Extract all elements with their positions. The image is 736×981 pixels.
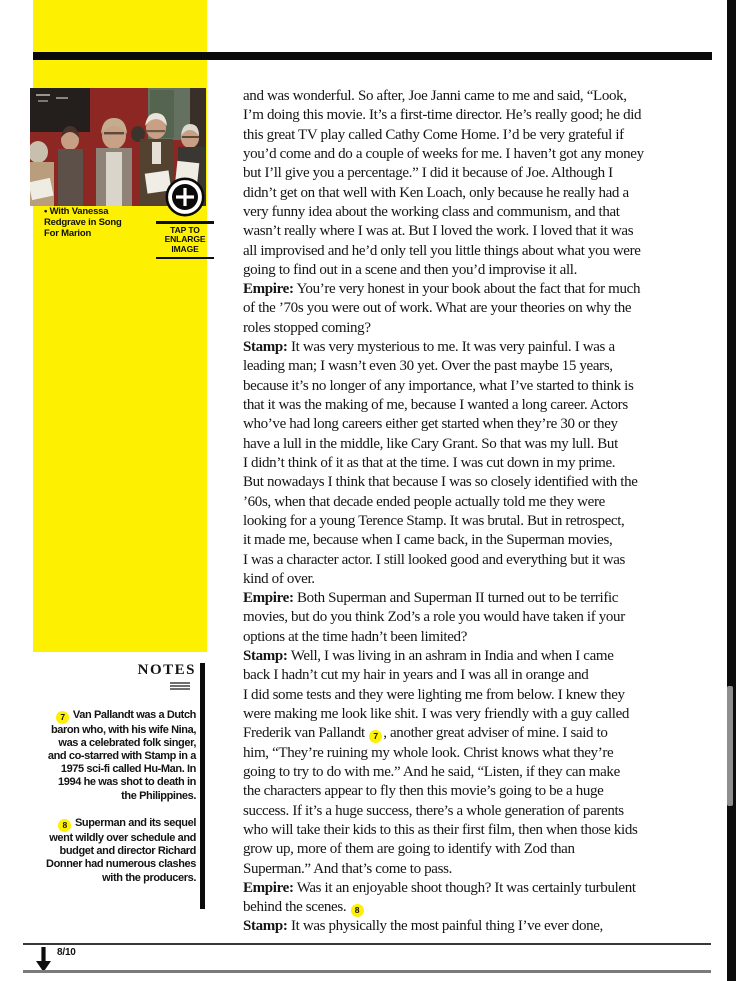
tap-to-enlarge-line: IMAGE <box>171 244 199 255</box>
note-ref-7: 7 <box>56 711 69 724</box>
notes-vertical-rule <box>200 663 205 909</box>
article-line: going to find out in a scene and then you’d improvise it all. <box>243 261 577 278</box>
article-line: kind of over. <box>243 570 315 587</box>
note-ref-7[interactable]: 7 <box>369 730 382 743</box>
article-line: Superman.” And that’s come to pass. <box>243 860 452 877</box>
article-line: who will take their kids to this as their first film, then when those kids <box>243 821 638 838</box>
article-line: were making me look like shit. I was very friendly with a guy called <box>243 706 630 722</box>
notes-title: NOTES <box>137 662 196 678</box>
article-line: Stamp: Well, I was living in an ashram in India and when I came <box>243 648 614 665</box>
article-line: have a lull in the middle, like Cary Grant. So that was my lull. But <box>243 435 618 452</box>
article-line: very funny idea about the working class and communism, and that <box>243 203 620 220</box>
article-line: leading man; I wasn’t even 30 yet. Over the past maybe 15 years, <box>243 358 613 375</box>
article-line: going to try to do with me.” And he said, “Listen, if they can make <box>243 763 620 780</box>
article-line: Stamp: It was very mysterious to me. It was very painful. I was a <box>243 339 615 356</box>
article-line: this great TV play called Cathy Come Home. I’d be very grateful if <box>243 126 624 143</box>
tap-to-enlarge-label[interactable] <box>156 221 214 259</box>
speaker-label: Empire: <box>243 879 294 896</box>
article-line: back I hadn’t cut my hair in years and I was all in orange and <box>243 667 589 684</box>
article-line: options at the time hadn’t been limited? <box>243 628 468 645</box>
speaker-label: Stamp: <box>243 648 288 665</box>
article-line: Empire: Both Superman and Superman II turned out to be terrific <box>243 590 619 607</box>
photo-caption <box>44 207 156 239</box>
article-line: I didn’t think of it as that at the time. I was cut down in my prime. <box>243 454 616 471</box>
note-ref-8[interactable]: 8 <box>351 904 364 917</box>
article-line: but I’ll give you a percentage.” I did it because of Joe. Although I <box>243 165 613 182</box>
article-line: ’60s, when that decade ended people actually told me they were <box>243 493 605 510</box>
plus-circle-icon <box>165 177 205 217</box>
article-line: looking for a young Terence Stamp. It was brutal. But in retrospect, <box>243 512 625 529</box>
article-line: I was a character actor. I still looked good and everything but it was <box>243 551 626 568</box>
article-line: behind the scenes. 8 <box>243 898 713 917</box>
article-line: Empire: Was it an enjoyable shoot though? It was certainly turbulent <box>243 879 636 896</box>
page-indicator: 8/10 <box>57 947 76 958</box>
photo-caption-line: Redgrave in Song <box>44 216 122 228</box>
article-line: I’m doing this movie. It’s a first-time director. He’s really good; he did <box>243 107 642 124</box>
top-divider-bar <box>33 52 712 60</box>
double-rule-icon <box>170 682 190 692</box>
article-line: didn’t get on that well with Ken Loach, only because he really had a <box>243 184 629 201</box>
tap-to-enlarge-line: ENLARGE <box>164 234 206 245</box>
article-text <box>243 87 713 937</box>
photo-caption-line: For Marion <box>44 227 92 239</box>
article-line: But nowadays I think that because I was so closely identified with the <box>243 474 638 491</box>
article-line: the characters appear to fly then this movie’s going to be a huge <box>243 783 604 800</box>
footer-top-rule <box>23 943 711 945</box>
article-line: you’d come and do a couple of weeks for me. I haven’t got any money <box>243 145 644 162</box>
article-line: him, “They’re ruining my whole look. Christ knows what they’re <box>243 744 614 761</box>
note-item: 7 Van Pallandt was a Dutch baron who, with his wife Nina, was a celebrated folk singer, and co-starred with Stamp in a 1975 sci-fi called Hu-Man. In 1994 he was shot to death in the Philippines. <box>47 708 196 802</box>
divider <box>156 257 214 259</box>
scroll-down-arrow-icon[interactable] <box>36 947 51 972</box>
article-line: Frederik van Pallandt 7 , another great adviser of mine. I said to <box>243 724 713 743</box>
photo-caption-line: • With Vanessa <box>44 206 109 217</box>
article-line: grow up, more of them are going to identify with Zod than <box>243 841 575 858</box>
article-line: wasn’t really where I was at. But I loved the work. I loved that it was <box>243 223 634 240</box>
article-line: movies, but do you think Zod’s a role you would have taken if your <box>243 609 625 626</box>
article-line: it made me, because when I came back, in the Superman movies, <box>243 532 613 549</box>
article-line: of the ’70s you were out of work. What are your theories on why the <box>243 300 632 317</box>
article-line: success. If it’s a huge success, there’s a whole generation of parents <box>243 802 624 819</box>
note-item: 8 Superman and its sequel went wildly over schedule and budget and director Richard Donner had numerous clashes with the producers. <box>46 816 196 884</box>
note-ref-8: 8 <box>58 819 71 832</box>
article-line: I did some tests and they were lighting me from below. I knew they <box>243 686 625 703</box>
article-line: who’ve had long careers either get started when they’re 30 or they <box>243 416 618 433</box>
scrollbar-thumb[interactable] <box>727 686 733 806</box>
speaker-label: Stamp: <box>243 339 288 356</box>
speaker-label: Stamp: <box>243 918 288 935</box>
article-line: Empire: You’re very honest in your book about the fact that for much <box>243 281 641 298</box>
scrollbar-track[interactable] <box>727 0 736 981</box>
article-line: that it was the making of me, because I wanted a long career. Actors <box>243 397 628 413</box>
tap-to-enlarge-line: TAP TO <box>170 224 200 235</box>
footer-bottom-rule <box>23 970 711 973</box>
article-line: and was wonderful. So after, Joe Janni came to me and said, “Look, <box>243 88 627 104</box>
article-line: Stamp: It was physically the most painful thing I’ve ever done, <box>243 918 603 935</box>
enlarge-image-button[interactable] <box>165 177 205 217</box>
speaker-label: Empire: <box>243 590 294 607</box>
article-line: roles stopped coming? <box>243 319 371 336</box>
notes-panel <box>46 662 196 885</box>
divider <box>156 221 214 224</box>
article-line: all improvised and he’d only tell you little things about what you were <box>243 242 641 259</box>
speaker-label: Empire: <box>243 281 294 298</box>
article-line: because it’s no longer of any importance, what I’ve started to think is <box>243 377 634 394</box>
